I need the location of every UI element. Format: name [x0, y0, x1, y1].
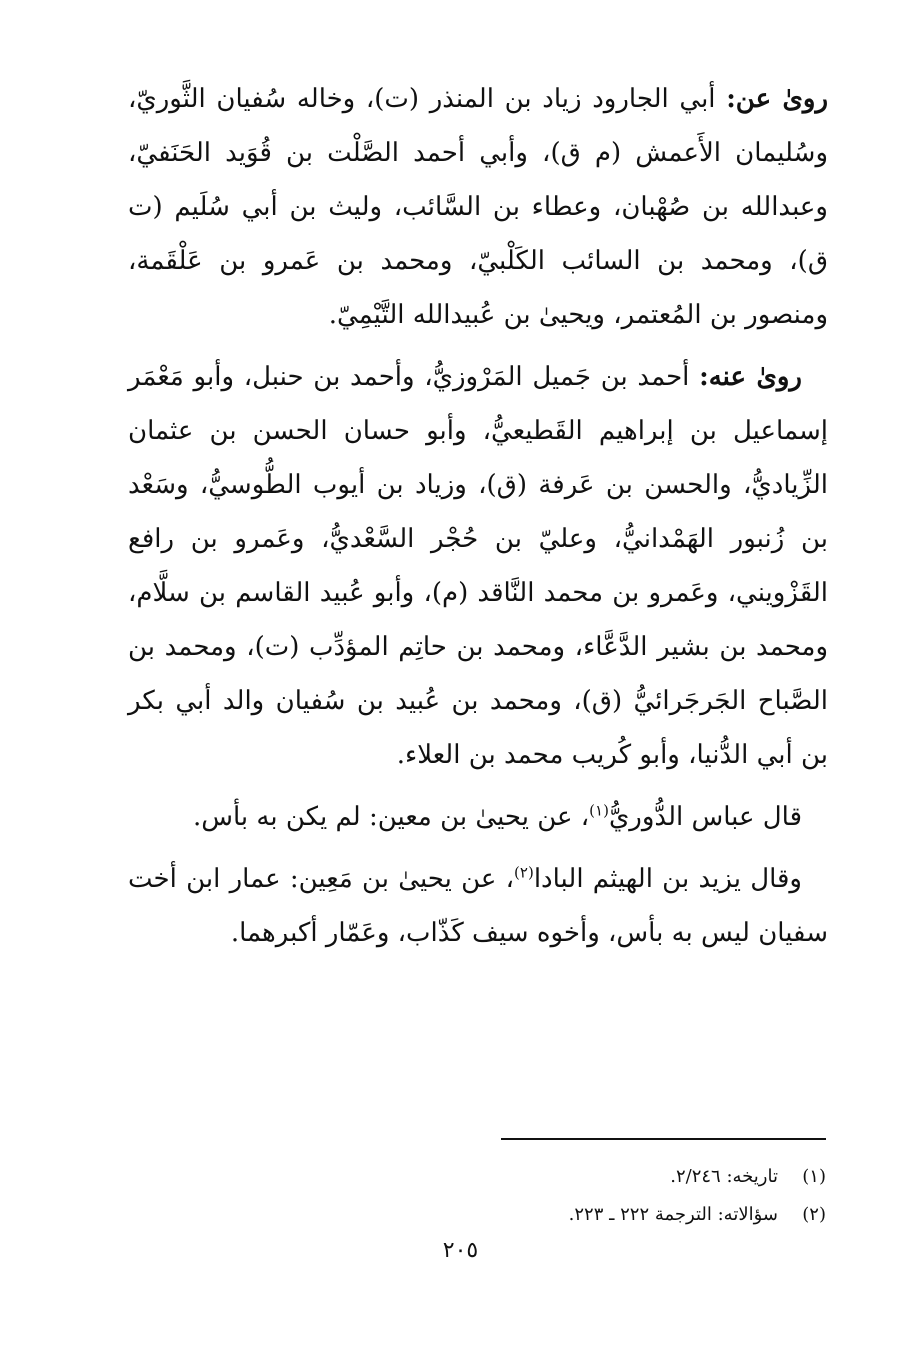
yazid-quote-end: ، عن يحيىٰ بن مَعِين: عمار ابن أخت سفيان ليس به بأس، وأخوه سيف كَذّاب، وعَمّار أكبرهما.	[128, 864, 828, 948]
abbas-quote-paragraph	[128, 790, 828, 844]
footnote-ref-2[interactable]: (٢)	[514, 863, 534, 882]
abbas-quote-end: ، عن يحيىٰ بن معين: لم يكن به بأس.	[192, 802, 590, 832]
footnote-text: تاريخه: ٢/٢٤٦.	[670, 1166, 778, 1187]
footnote-text: سؤالاته: الترجمة ٢٢٢ ـ ٢٢٣.	[568, 1204, 778, 1225]
footnote-number: (١)	[802, 1166, 826, 1187]
narrators-from-paragraph	[128, 72, 828, 342]
footnote-ref-1[interactable]: (١)	[589, 801, 609, 820]
narrated-from-heading: روىٰ عن:	[726, 84, 828, 114]
narrated-from-text: أبي الجارود زياد بن المنذر (ت)، وخاله سُفيان الثَّوريّ، وسُليمان الأَعمش (م ق)، وأبي أحمد الصَّلْت بن قُوَيد الحَنَفيّ، وعبدالله بن صُهْبان، وعطاء بن السَّائب، وليث بن أبي سُلَيم (ت ق)، ومحمد بن السائب الكَلْبيّ، ومحمد بن عَمرو بن عَلْقَمة، ومنصور بن المُعتمر، ويحيىٰ بن عُبيدالله التَّيْمِيّ.	[128, 84, 828, 330]
footnote-1	[226, 1158, 826, 1196]
page-number: ٢٠٥	[442, 1238, 479, 1263]
narrators-by-paragraph	[128, 350, 828, 782]
abbas-quote-start: قال عباس الدُّوريُّ	[608, 802, 802, 832]
narrated-by-heading: روىٰ عنه:	[699, 362, 802, 392]
narrated-by-text: أحمد بن جَميل المَرْوزيُّ، وأحمد بن حنبل، وأبو مَعْمَر إسماعيل بن إبراهيم القَطيعيُّ، وأبو حسان الحسن بن عثمان الزِّياديُّ، والحسن بن عَرفة (ق)، وزياد بن أيوب الطُّوسيُّ، وسَعْد بن زُنبور الهَمْدانيُّ، وعليّ بن حُجْر السَّعْديُّ، وعَمرو بن رافع القَزْويني، وعَمرو بن محمد النَّاقد (م)، وأبو عُبيد القاسم بن سلَّام، ومحمد بن بشير الدَّعَّاء، ومحمد بن حاتِم المؤدِّب (ت)، ومحمد بن الصَّباح الجَرجَرائيُّ (ق)، ومحمد بن عُبيد بن سُفيان والد أبي بكر بن أبي الدُّنيا، وأبو كُريب محمد بن العلاء.	[128, 362, 828, 770]
footnote-separator	[501, 1138, 826, 1140]
footnote-2	[226, 1196, 826, 1234]
footnotes	[226, 1158, 826, 1234]
page-body	[128, 72, 828, 968]
yazid-quote-paragraph	[128, 852, 828, 960]
yazid-quote-start: وقال يزيد بن الهيثم البادا	[533, 864, 802, 894]
footnote-number: (٢)	[802, 1204, 826, 1225]
